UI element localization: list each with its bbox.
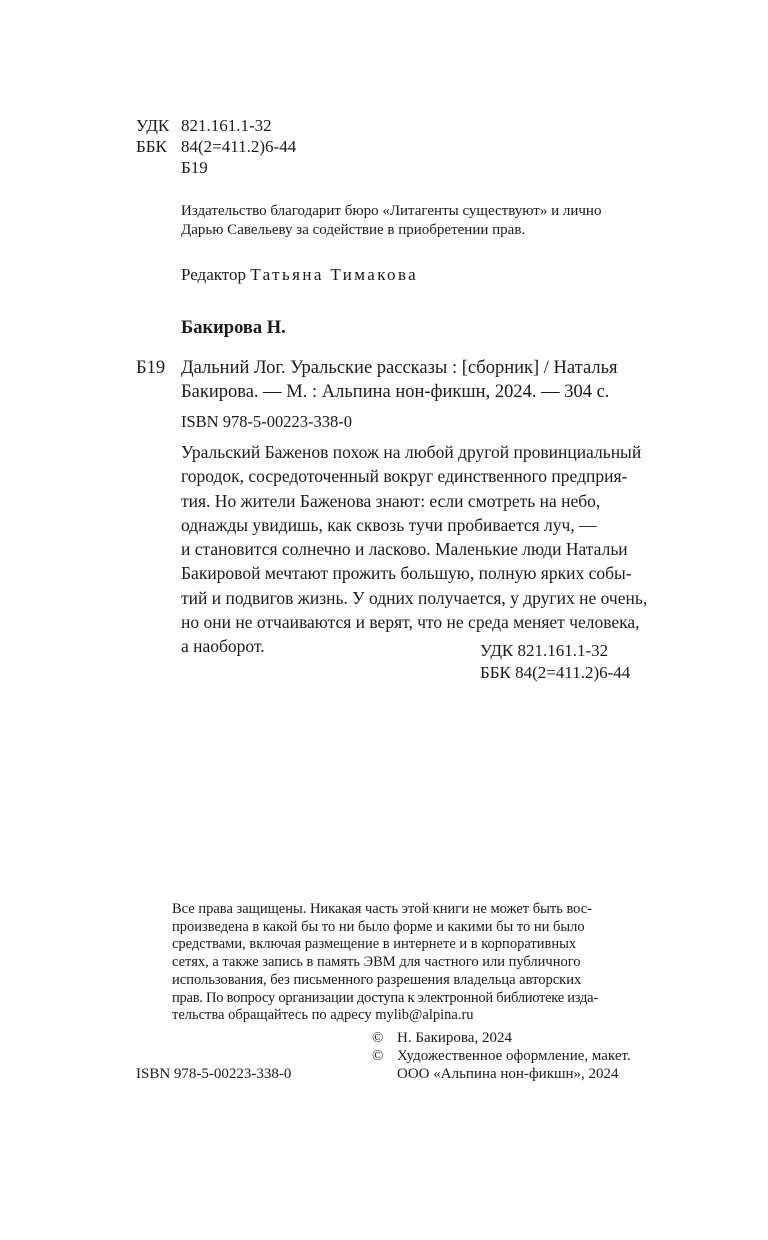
udk-line <box>0 115 768 136</box>
rights-line: средствами, включая размещение в интернете и в корпоративных <box>172 936 577 953</box>
copyright-line-2 <box>0 1047 768 1066</box>
rights-line: прав. По вопросу организации доступа к электронной библиотеке изда- <box>172 989 598 1006</box>
annotation-line: тий и подвигов жизнь. У одних получается, у других не очень, <box>181 587 648 608</box>
bbk-line <box>0 136 768 157</box>
annotation-line: тия. Но жители Баженова знают: если смотреть на небо, <box>181 490 601 511</box>
rights-notice <box>172 901 598 1025</box>
isbn-record: ISBN 978-5-00223-338-0 <box>181 412 352 431</box>
annotation <box>181 440 647 659</box>
copyright-author: Н. Бакирова, 2024 <box>397 1030 512 1046</box>
editor-label: Редактор <box>181 265 246 284</box>
bbk-bottom: ББК 84(2=411.2)6-44 <box>480 663 631 682</box>
bibliographic-line-2: Бакирова. — М. : Альпина нон-фикшн, 2024. — 304 с. <box>181 382 610 402</box>
copyright-publisher: ООО «Альпина нон-фикшн», 2024 <box>397 1066 619 1082</box>
copyright-symbol: © <box>372 1048 384 1064</box>
annotation-line: Уральский Баженов похож на любой другой провинциальный <box>181 442 642 462</box>
rights-line: тельства обращайтесь по адресу mylib@alpina.ru <box>172 1007 474 1024</box>
editor-name: Татьяна Тимакова <box>250 265 419 284</box>
udk-label: УДК <box>136 116 170 135</box>
copyright-line-3 <box>0 1065 768 1084</box>
editor-line <box>181 265 418 285</box>
rights-line: использования, без письменного разрешения владельца авторских <box>172 971 582 988</box>
annotation-line: и становится солнечно и ласково. Маленькие люди Натальи <box>181 539 628 560</box>
udk-bottom: УДК 821.161.1-32 <box>480 641 609 660</box>
copyright-line-1 <box>0 1029 768 1048</box>
annotation-line: но они не отчаиваются и верят, что не среда меняет человека, <box>181 612 640 633</box>
annotation-line: а наоборот. <box>181 636 265 657</box>
author-mark-line <box>0 157 768 178</box>
annotation-line: городок, сосредоточенный вокруг единственного предприя- <box>181 466 628 487</box>
copyright-design: Художественное оформление, макет. <box>397 1048 631 1064</box>
acknowledgement-line-2: Дарью Савельеву за содействие в приобретении прав. <box>181 222 526 238</box>
acknowledgement-line-1: Издательство благодарит бюро «Литагенты существуют» и лично <box>181 203 602 219</box>
copyright-symbol: © <box>372 1030 384 1046</box>
bbk-label: ББК <box>136 137 167 156</box>
author-heading: Бакирова Н. <box>181 318 286 338</box>
rights-line: сетях, а также запись в память ЭВМ для частного или публичного <box>172 954 581 971</box>
annotation-line: Бакировой мечтают прожить большую, полную ярких собы- <box>181 563 632 584</box>
udk-value: 821.161.1-32 <box>181 116 272 135</box>
bibliographic-line-1: Дальний Лог. Уральские рассказы : [сборник] / Наталья <box>181 358 618 378</box>
rights-line: Все права защищены. Никакая часть этой книги не может быть вос- <box>172 901 593 917</box>
bibliographic-mark: Б19 <box>136 358 166 378</box>
author-mark: Б19 <box>181 158 208 177</box>
isbn-footer: ISBN 978-5-00223-338-0 <box>136 1066 292 1082</box>
bbk-value: 84(2=411.2)6-44 <box>181 137 297 156</box>
rights-line: произведена в какой бы то ни было форме и какими бы то ни было <box>172 918 585 935</box>
annotation-line: однажды увидишь, как сквозь тучи пробивается луч, — <box>181 514 597 535</box>
